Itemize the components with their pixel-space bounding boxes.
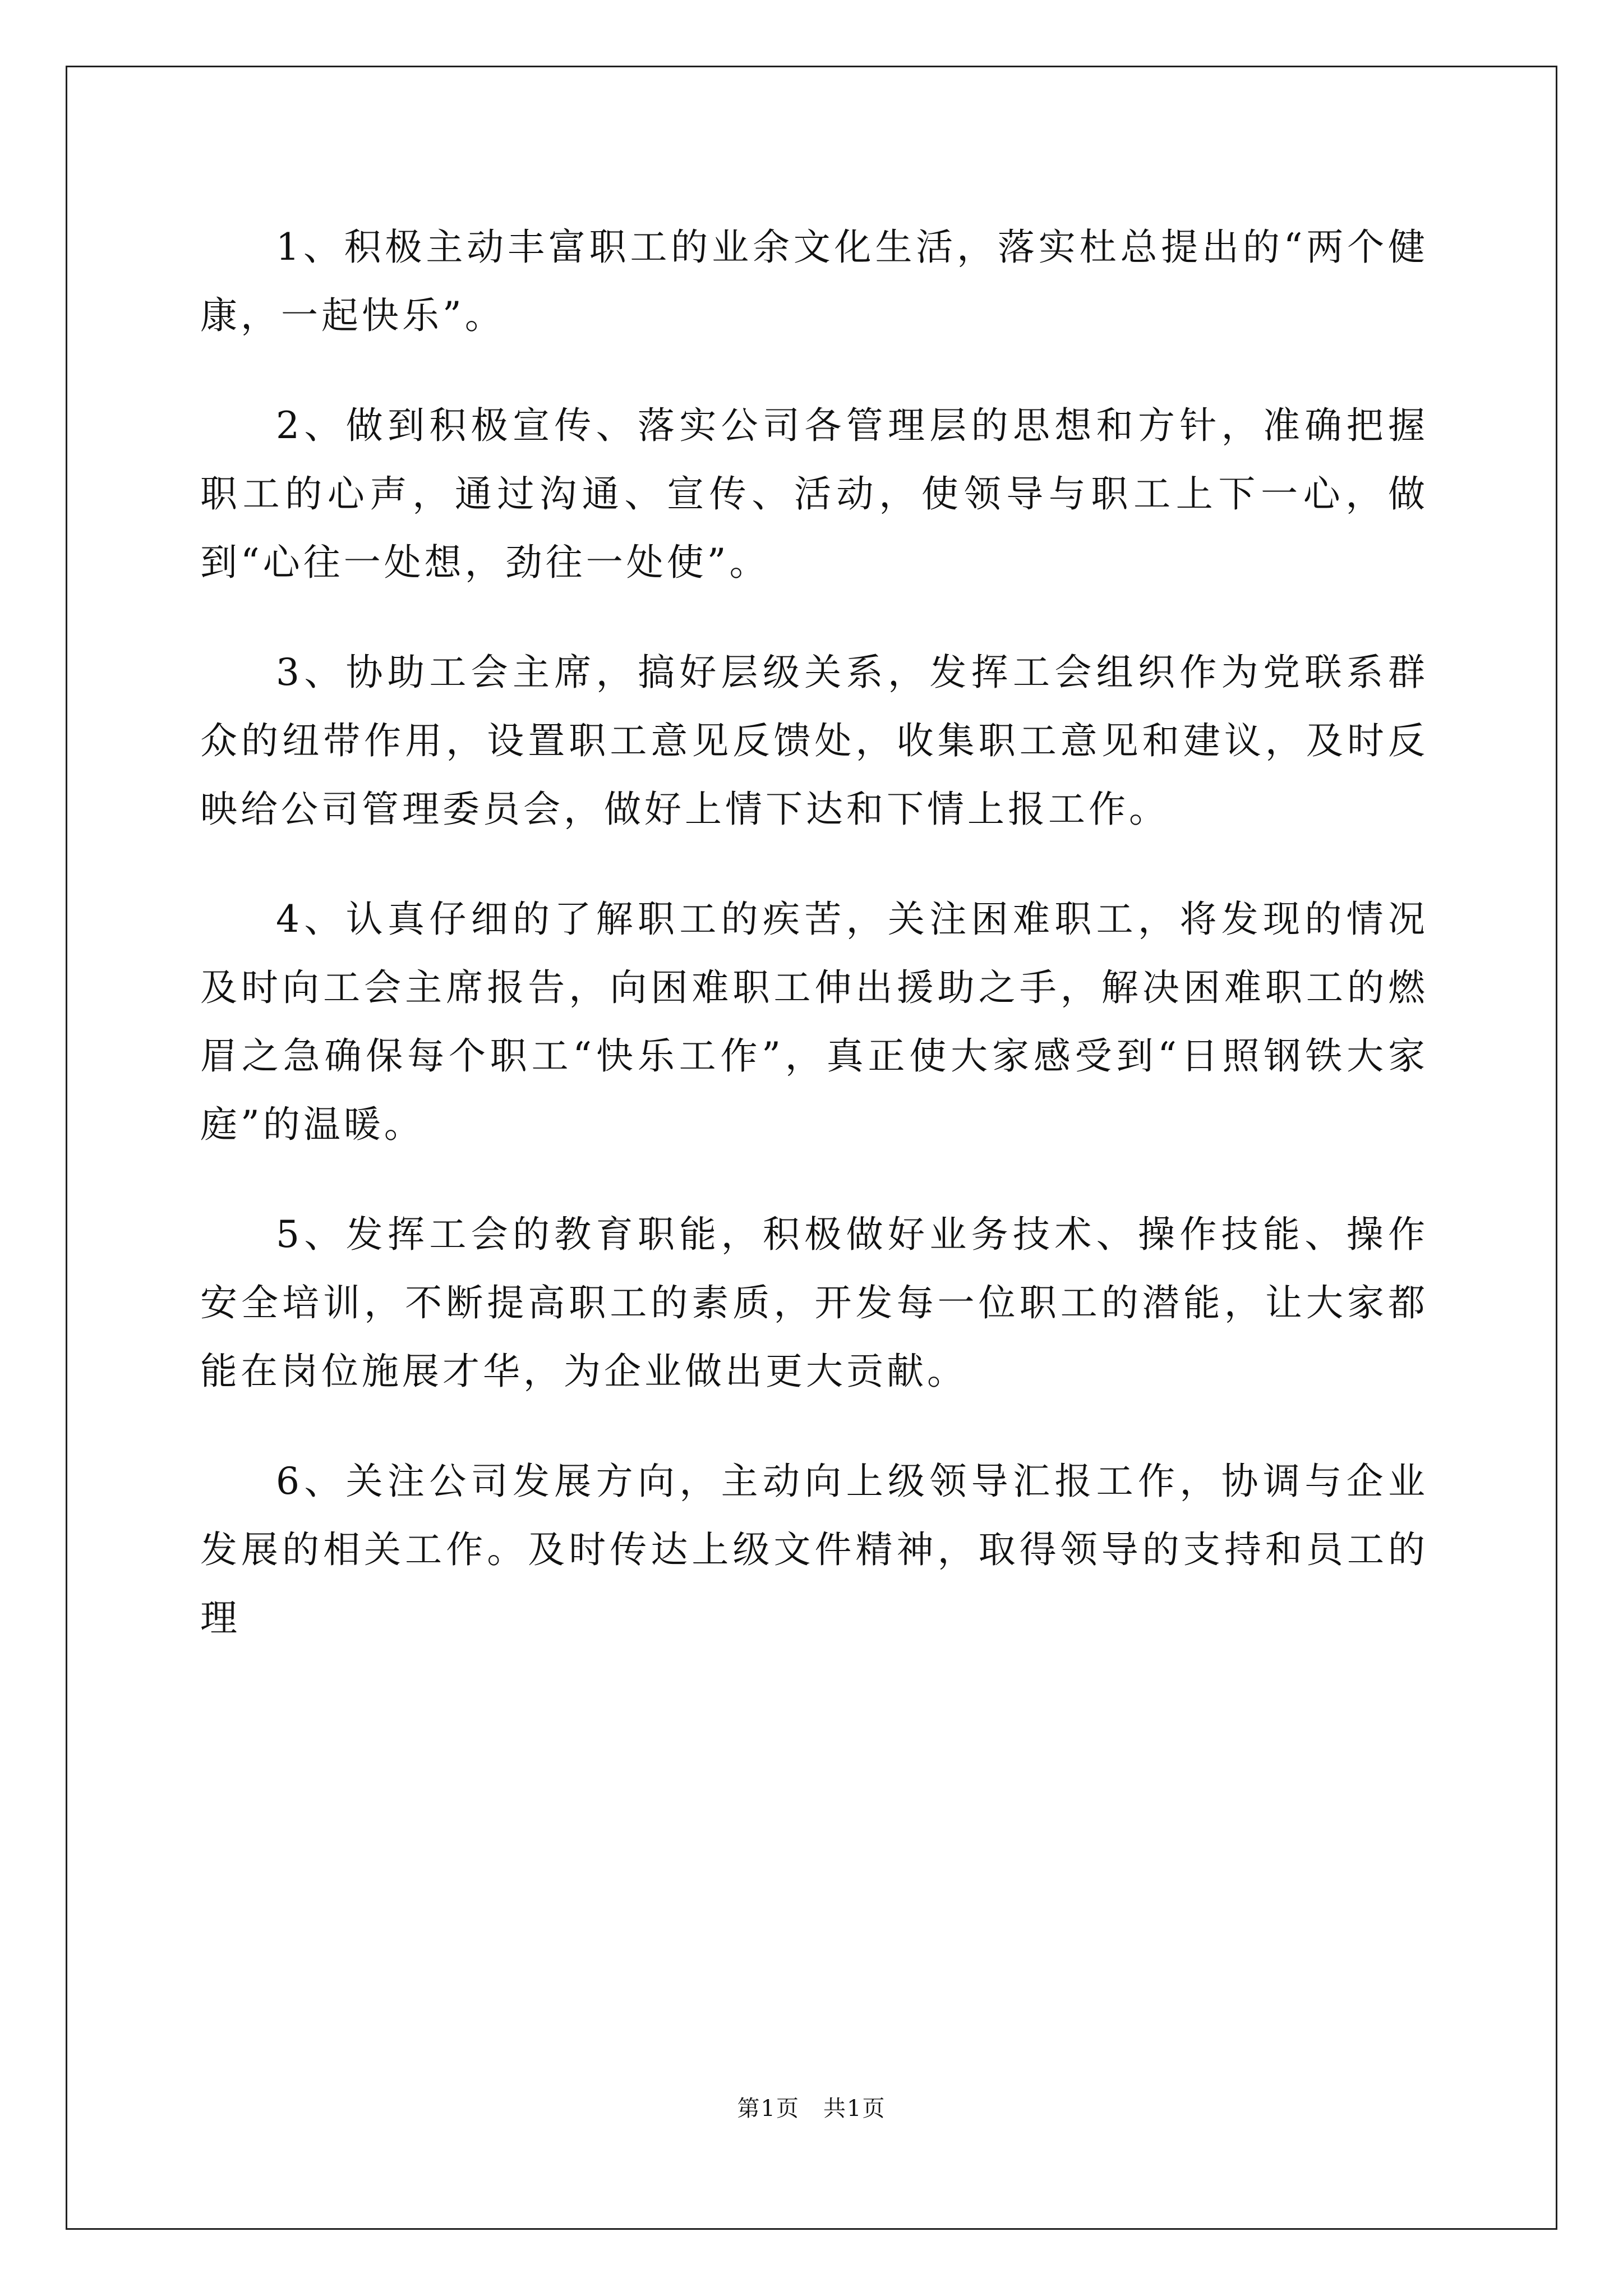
paragraph-2: 2、做到积极宣传、落实公司各管理层的思想和方针，准确把握职工的心声，通过沟通、宣传、活动，使领导与职工上下一心，做到“心往一处想，劲往一处使”。 — [200, 404, 1428, 584]
paragraph-1: 1、积极主动丰富职工的业余文化生活，落实杜总提出的“两个健康，一起快乐”。 — [200, 226, 1428, 337]
document-body — [200, 213, 1428, 1694]
paragraph-5: 5、发挥工会的教育职能，积极做好业务技术、操作技能、操作安全培训，不断提高职工的素质，开发每一位职工的潜能，让大家都能在岗位施展才华，为企业做出更大贡献。 — [200, 1213, 1428, 1393]
paragraph-6: 6、关注公司发展方向，主动向上级领导汇报工作，协调与企业发展的相关工作。及时传达上级文件精神，取得领导的支持和员工的理 — [200, 1460, 1428, 1640]
paragraph-3: 3、协助工会主席，搞好层级关系，发挥工会组织作为党联系群众的纽带作用，设置职工意见反馈处，收集职工意见和建议，及时反映给公司管理委员会，做好上情下达和下情上报工作。 — [200, 651, 1428, 831]
paragraph-4: 4、认真仔细的了解职工的疾苦，关注困难职工，将发现的情况及时向工会主席报告，向困难职工伸出援助之手，解决困难职工的燃眉之急确保每个职工“快乐工作”，真正使大家感受到“日照钢铁大家庭”的温暖。 — [200, 898, 1428, 1146]
page-number-footer: 第1页 共1页 — [737, 2096, 886, 2122]
